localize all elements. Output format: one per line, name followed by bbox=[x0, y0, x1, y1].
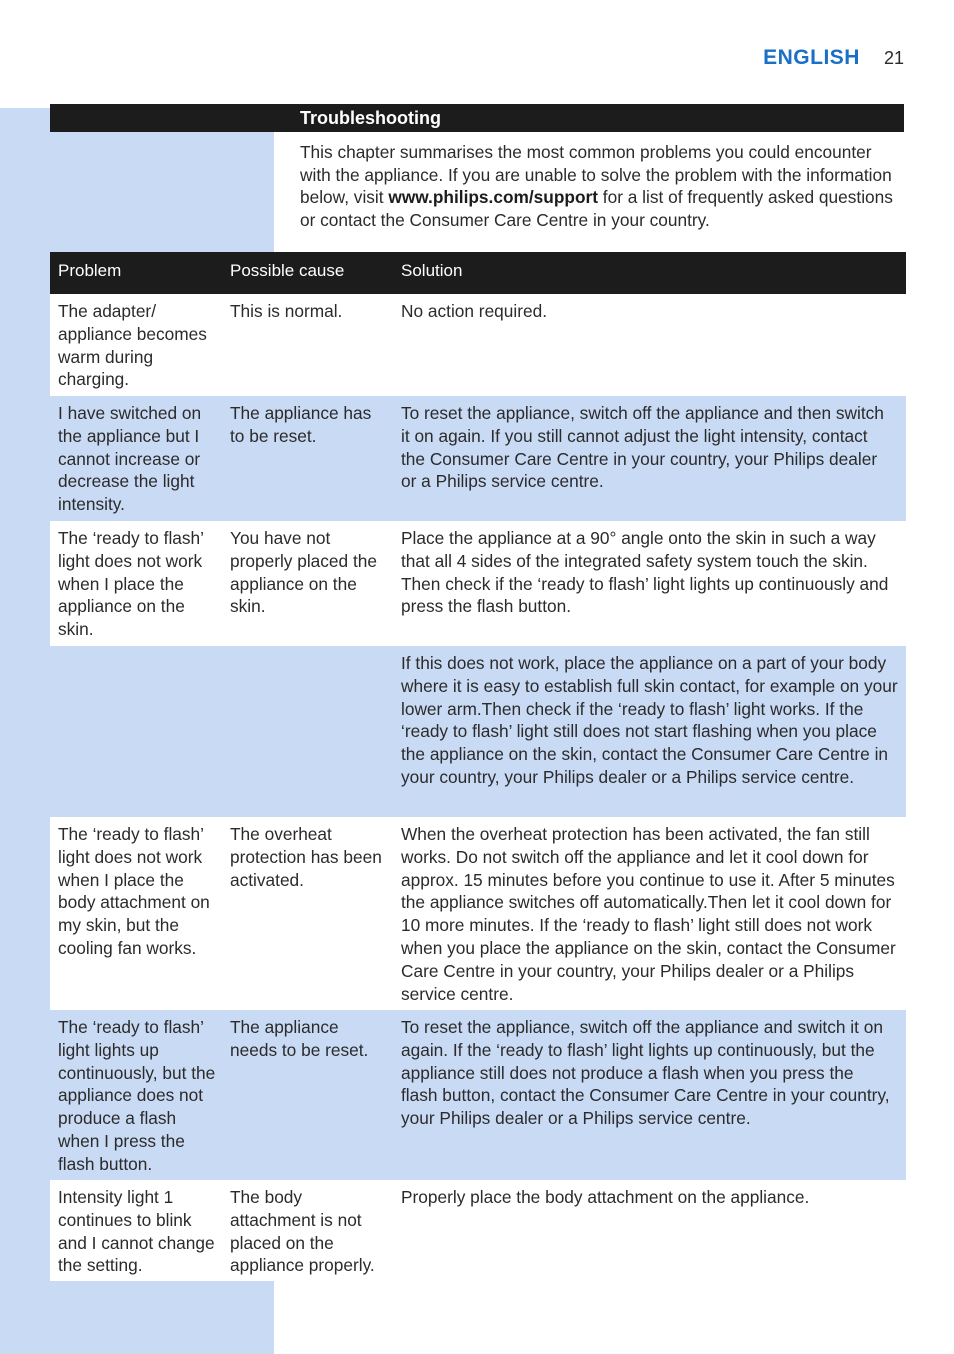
table-header bbox=[50, 252, 906, 294]
support-link[interactable]: www.philips.com/support bbox=[388, 187, 598, 208]
page-number: 21 bbox=[883, 48, 904, 68]
solution-cell: To reset the appliance, switch off the appliance and switch it on again. If the ‘ready to flash’ light lights up continuously, but the appliance still does not produce a flash when you press the flash button, contact the Consumer Care Centre in your country, your Philips dealer or a Philips service centre. bbox=[401, 1017, 890, 1129]
problem-cell: The ‘ready to flash’ light does not work when I place the appliance on the skin. bbox=[58, 528, 204, 640]
table-row bbox=[50, 817, 906, 1010]
problem-cell: The ‘ready to flash’ light does not work when I place the body attachment on my skin, but the cooling fan works. bbox=[58, 824, 210, 958]
solution-cell: No action required. bbox=[401, 301, 548, 321]
table-row bbox=[50, 1180, 906, 1281]
solution-cell: Properly place the body attachment on the appliance. bbox=[401, 1187, 810, 1207]
cause-cell: The appliance has to be reset. bbox=[230, 403, 372, 446]
troubleshooting-table bbox=[50, 252, 906, 1281]
problem-cell: The ‘ready to flash’ light lights up continuously, but the appliance does not produce a flash when I press the flash button. bbox=[58, 1017, 216, 1174]
intro-text-after-link: for a list of frequently asked questions or contact the Consumer Care Centre in your country. bbox=[300, 187, 893, 230]
header-solution: Solution bbox=[401, 261, 463, 280]
table-row bbox=[50, 646, 906, 817]
page-header bbox=[763, 46, 904, 70]
solution-cell: To reset the appliance, switch off the appliance and then switch it on again. If you still cannot adjust the light intensity, contact the Consumer Care Centre in your country, your Philips dealer or a Philips service centre. bbox=[401, 403, 884, 492]
problem-cell: The adapter/ appliance becomes warm during charging. bbox=[58, 301, 207, 390]
intro-text-before-link: This chapter summarises the most common problems you could encounter with the appliance. If you are unable to solve the problem with the information below, visit bbox=[300, 142, 892, 208]
solution-cell: Place the appliance at a 90° angle onto the skin in such a way that all 4 sides of the integrated safety system touch the skin. Then check if the ‘ready to flash’ light lights up continuously and press the flash button. bbox=[401, 528, 889, 617]
cause-cell: The appliance needs to be reset. bbox=[230, 1017, 369, 1060]
header-possible-cause: Possible cause bbox=[230, 261, 345, 280]
bottom-color-fill bbox=[50, 1281, 274, 1354]
cause-cell: This is normal. bbox=[230, 301, 343, 321]
table-row bbox=[50, 294, 906, 396]
problem-cell: I have switched on the appliance but I cannot increase or decrease the light intensity. bbox=[58, 403, 202, 515]
header-problem: Problem bbox=[58, 261, 122, 280]
problem-cell: Intensity light 1 continues to blink and I cannot change the setting. bbox=[58, 1187, 215, 1276]
language-label: ENGLISH bbox=[763, 46, 860, 69]
cause-cell: The overheat protection has been activated. bbox=[230, 824, 382, 890]
section-title: Troubleshooting bbox=[300, 108, 441, 128]
table-row bbox=[50, 396, 906, 521]
table-row bbox=[50, 521, 906, 646]
intro-paragraph bbox=[300, 141, 906, 231]
cause-cell: The body attachment is not placed on the appliance properly. bbox=[230, 1187, 375, 1276]
section-title-bar bbox=[50, 104, 904, 132]
solution-cell: If this does not work, place the appliance on a part of your body where it is easy to establish full skin contact, for example on your lower arm.Then check if the ‘ready to flash’ light works. If the ‘ready to flash’ light still does not start flashing when you place the appliance on the skin, contact the Consumer Care Centre in your country, your Philips dealer or a Philips service centre. bbox=[401, 653, 898, 787]
table-row bbox=[50, 1010, 906, 1180]
cause-cell: You have not properly placed the appliance on the skin. bbox=[230, 528, 377, 617]
solution-cell: When the overheat protection has been activated, the fan still works. Do not switch off the appliance and let it cool down for approx. 15 minutes before you continue to use it. After 5 minutes the appliance switches off automatically.Then let it cool down for 10 more minutes. If the ‘ready to flash’ light still does not work when you place the appliance on the skin, contact the Consumer Care Centre in your country, your Philips dealer or a Philips service centre. bbox=[401, 824, 896, 1004]
